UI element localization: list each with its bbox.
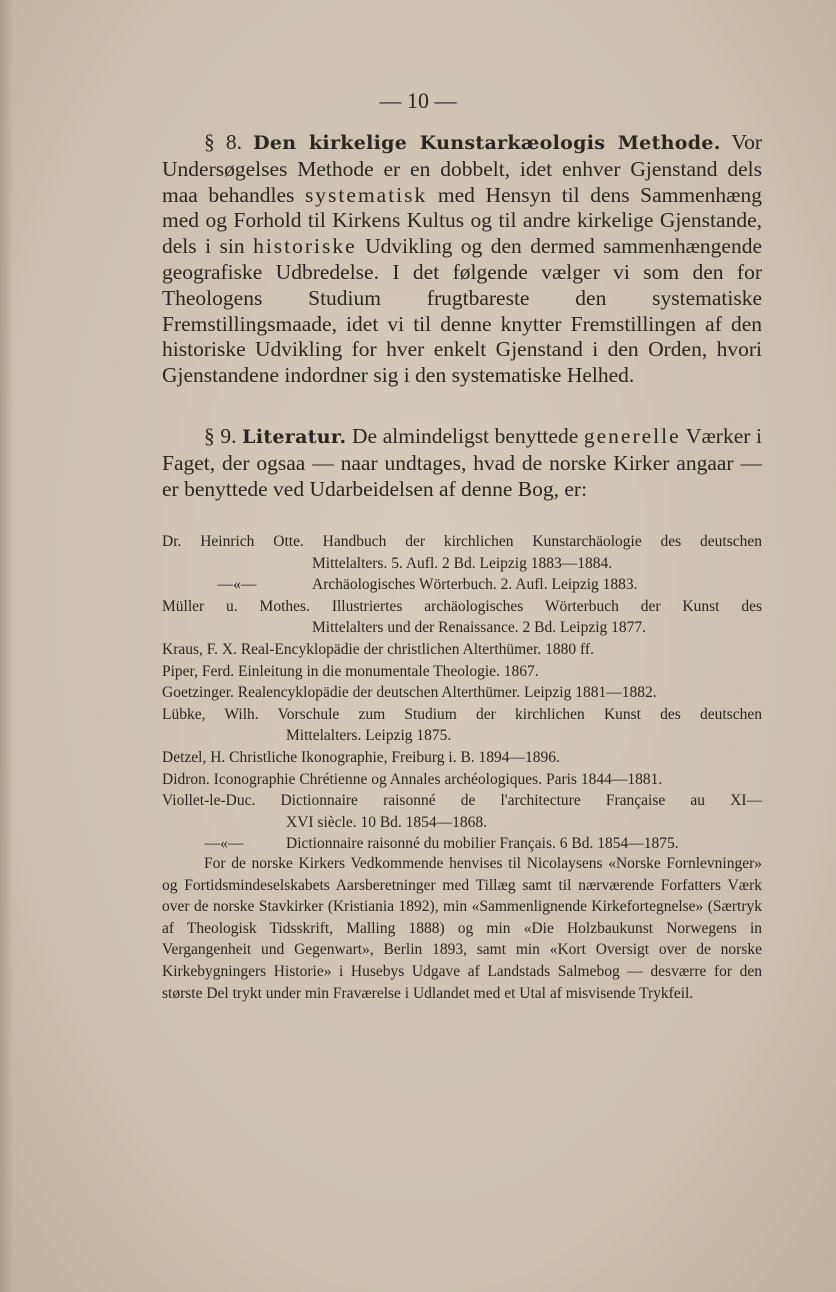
- section-8-spaced-2: historiske: [253, 234, 357, 259]
- literature-author: Kraus, F. X.: [162, 640, 237, 658]
- literature-work-continued: Mittelalters. Leipzig 1875.: [286, 727, 452, 745]
- section-9-label: § 9.: [204, 424, 237, 448]
- norwegian-churches-note: For de norske Kirkers Vedkommende henvises til Nicolaysens «Norske Fornlevninger» og Fortidsmindeselskabets Aarsberetninger med Tillæg samt til nærværende Forfatters Værk over de norske Stavkirker (Kristiania 1892), min «Sammenlignende Kirkefortegnelse» (Særtryk af Theologisk Tidsskrift, Malling 1888) og min «Die Holzbaukunst Norwegens in Vergangenheit und Gegenwart», Berlin 1893, samt min «Kort Oversigt over de norske Kirkebygningers Historie» i Husebys Udgave af Landstads Salmebog — desværre for den største Del trykt under min Fraværelse i Udlandet med et Utal af misvisende Trykfeil.: [162, 855, 762, 1002]
- literature-work: Handbuch der kirchlichen Kunstarchäologie des deutschen: [322, 533, 762, 550]
- section-8-text-after: Udvikling og den dermed sammenhængende geografiske Udbredelse. I det følgende vælger vi som den for Theologens Studium frugtbareste den systematiske Fremstillingsmaade, idet vi til denne knytter Fremstillingen af den historiske Udvikling for hver enkelt Gjenstand i den Orden, hvori Gjenstandene indordner sig i den systematiske Helhed.: [162, 234, 763, 388]
- literature-work: Realencyklopädie der deutschen Alterthümer. Leipzig 1881—1882.: [237, 684, 657, 702]
- literature-work: Archäologisches Wörterbuch. 2. Aufl. Leipzig 1883.: [312, 576, 638, 594]
- section-9-text-before: De almindeligst benyttede: [352, 424, 579, 448]
- literature-work: Vorschule zum Studium der kirchlichen Kunst des deutschen: [277, 705, 762, 723]
- literature-author: Müller u. Mothes.: [162, 597, 310, 615]
- literature-work-continued: XVI siècle. 10 Bd. 1854—1868.: [286, 813, 488, 831]
- page-edge-shadow: [0, 0, 14, 1292]
- section-8-paragraph: [162, 130, 762, 389]
- section-8-text-before: Vor Undersøgelses Methode er en dobbelt, idet enhver Gjenstand dels maa behandles: [162, 130, 762, 207]
- literature-entry: [162, 682, 762, 704]
- literature-entry: [162, 769, 762, 791]
- section-8-label: § 8.: [204, 130, 242, 154]
- literature-entry: [162, 704, 762, 747]
- literature-work: Dictionnaire raisonné de l'architecture Française au XI—: [280, 792, 762, 810]
- literature-entry: [162, 833, 762, 855]
- literature-entry: [162, 790, 762, 833]
- literature-entry: [162, 596, 762, 639]
- section-9-heading: Literatur.: [242, 426, 347, 448]
- literature-entry: [162, 661, 762, 683]
- literature-author: —«—: [217, 576, 257, 594]
- literature-author: Goetzinger.: [162, 684, 234, 702]
- section-9-text-after: Værker i Faget, der ogsaa — naar undtages, hvad de norske Kirker angaar — er benyttede ved Udarbeidelsen af denne Bog, er:: [162, 424, 763, 501]
- section-8-heading: Den kirkelige Kunstarkæologis Methode.: [253, 132, 721, 154]
- literature-author: Viollet-le-Duc.: [162, 792, 256, 810]
- literature-author: Lübke, Wilh.: [162, 705, 259, 723]
- literature-entry: [162, 574, 762, 596]
- page-number: — 10 —: [379, 88, 457, 113]
- literature-entry: [162, 531, 762, 574]
- literature-author: Piper, Ferd.: [162, 662, 235, 680]
- literature-author: —«—: [204, 835, 244, 853]
- literature-author: Dr. Heinrich Otte.: [162, 533, 304, 550]
- literature-work: Iconographie Chrétienne og Annales archéologiques. Paris 1844—1881.: [213, 770, 663, 788]
- literature-work-continued: Mittelalters und der Renaissance. 2 Bd. Leipzig 1877.: [312, 619, 647, 637]
- section-8-spaced-1: systematisk: [304, 182, 428, 207]
- section-8-text-mid: med Hensyn til dens Sammenhæng med og Forhold til Kirkens Kultus og til andre kirkelige Gjenstande, dels i sin: [162, 182, 763, 259]
- literature-work: Illustriertes archäologisches Wörterbuch der Kunst des: [331, 597, 762, 615]
- literature-work: Real-Encyklopädie der christlichen Alterthümer. 1880 ff.: [240, 640, 594, 658]
- literature-author: Didron.: [162, 770, 210, 788]
- literature-list: [162, 531, 762, 855]
- section-9-spaced: generelle: [583, 424, 681, 448]
- literature-work: Einleitung in die monumentale Theologie. 1867.: [238, 662, 539, 680]
- section-8: [162, 130, 762, 389]
- literature-entry: [162, 639, 762, 661]
- section-9-paragraph: [162, 424, 762, 502]
- literature-work-continued: Mittelalters. 5. Aufl. 2 Bd. Leipzig 1883—1884.: [312, 554, 613, 572]
- literature-work: Christliche Ikonographie, Freiburg i. B. 1894—1896.: [229, 748, 560, 766]
- literature-author: Detzel, H.: [162, 748, 226, 766]
- literature-work: Dictionnaire raisonné du mobilier Français. 6 Bd. 1854—1875.: [286, 835, 679, 853]
- section-9: [162, 424, 762, 502]
- literature-entry: [162, 747, 762, 769]
